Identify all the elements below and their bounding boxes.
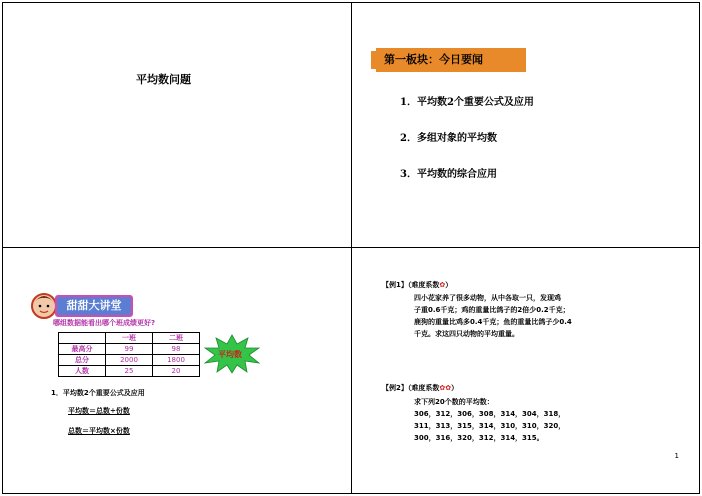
difficulty-flower-icon: ✿ (439, 281, 446, 289)
table-header-row (59, 333, 200, 344)
example-2-heading (382, 383, 458, 393)
table-row (59, 355, 200, 366)
slide-4 (351, 247, 700, 494)
table-row (59, 366, 200, 377)
score-table (58, 332, 200, 377)
formula-average: 平均数＝总数÷份数 (68, 407, 130, 415)
slide-1 (2, 2, 352, 248)
example-1-label: 【例1】（难度系数 (382, 281, 440, 289)
table-cell: 20 (153, 366, 200, 377)
table-cell: 98 (153, 344, 200, 355)
section-banner: 第一板块：今日要闻 (376, 48, 526, 72)
agenda-item-2: 2．多组对象的平均数 (400, 133, 497, 144)
formula-total: 总数＝平均数×份数 (68, 427, 130, 435)
example-1-line: 子重0.6千克；鸡的重量比鸽子的2倍少0.2千克； (414, 306, 570, 314)
slide-2 (351, 2, 700, 248)
example-1-close: ） (445, 281, 453, 289)
agenda-item-3: 3．平均数的综合应用 (400, 169, 497, 180)
example-1-line: 四小花家养了很多动物，从中各取一只，发现鸡 (414, 294, 561, 302)
starburst-label: 平均数 (218, 350, 242, 359)
brand-title: 甜甜大讲堂 (55, 295, 133, 317)
example-1-heading (382, 280, 452, 290)
example-2-label: 【例2】（难度系数 (382, 384, 440, 392)
example-2-close: ） (451, 384, 459, 392)
difficulty-flower-icon: ✿✿ (439, 384, 452, 392)
question-text: 哪组数据能看出哪个班成绩更好? (53, 319, 156, 327)
table-header-cell (59, 333, 106, 344)
table-cell: 25 (106, 366, 153, 377)
table-row-header: 人数 (59, 366, 106, 377)
table-cell: 2000 (106, 355, 153, 366)
example-1-body (414, 292, 654, 340)
slide-title: 平均数问题 (136, 73, 191, 86)
example-2-line: 求下列20个数的平均数： (414, 398, 494, 406)
agenda-item-1: 1．平均数2个重要公式及应用 (400, 97, 534, 108)
table-row (59, 344, 200, 355)
example-1-line: 鹿狗的重量比鸡多0.4千克；鱼的重量比鸽子少0.4 (414, 318, 572, 326)
example-2-line: 300，316，320，312，314，315。 (414, 434, 544, 442)
table-cell: 99 (106, 344, 153, 355)
table-cell: 1800 (153, 355, 200, 366)
table-row-header: 最高分 (59, 344, 106, 355)
teacher-avatar-icon (31, 291, 57, 321)
example-2-body (414, 396, 654, 444)
example-2-line: 311，313，315，314，310，310，320， (414, 422, 566, 430)
page-number: 1 (674, 452, 679, 460)
example-1-line: 千克。求这四只动物的平均重量。 (414, 330, 519, 338)
table-row-header: 总分 (59, 355, 106, 366)
formula-heading: 1．平均数2个重要公式及应用 (51, 389, 145, 397)
table-header-cell: 一班 (106, 333, 153, 344)
slide-3 (2, 247, 352, 494)
example-2-line: 306，312，306，308，314，304，318， (414, 410, 566, 418)
table-header-cell: 二班 (153, 333, 200, 344)
